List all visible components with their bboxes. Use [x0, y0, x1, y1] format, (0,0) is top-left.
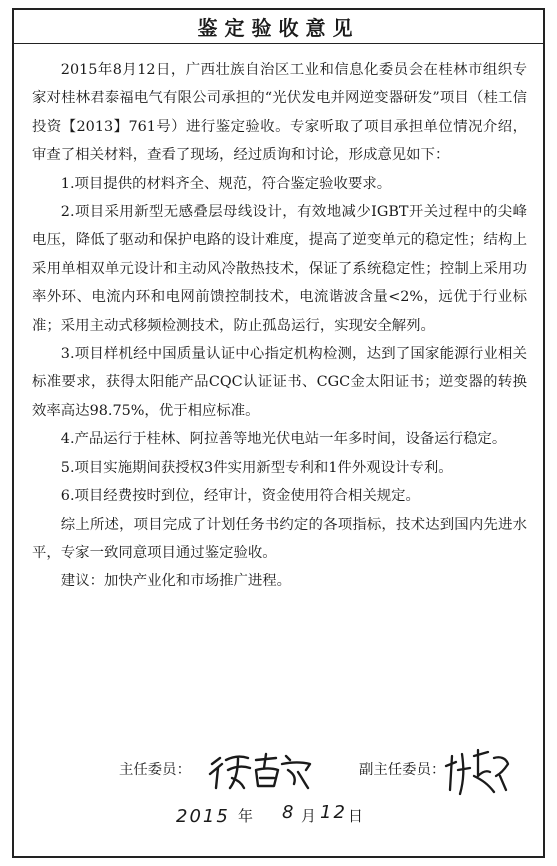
- signature-area: [14, 750, 543, 850]
- vice-chair-label: 副主任委员：: [359, 762, 446, 778]
- opinion-item-5: 5.项目实施期间获授权3件实用新型专利和1件外观设计专利。: [60, 459, 453, 476]
- document-body: [14, 44, 543, 596]
- date-year: 2015: [176, 806, 230, 827]
- title-row: [14, 10, 543, 44]
- opinion-item-1: 1.项目提供的材料齐全、规范，符合鉴定验收要求。: [60, 175, 392, 192]
- signature-date: [14, 800, 543, 840]
- intro-paragraph: 2015年8月12日，广西壮族自治区工业和信息化委员会在桂林市组织专家对桂林君泰福电气有限公司承担的“光伏发电并网逆变器研发”项目（桂工信投资【2013】761号）进行鉴定验收。专家听取了项目承担单位情况介绍，审查了相关材料，查看了现场，经过质询和讨论，形成意见如下：: [32, 62, 527, 164]
- date-day: 12: [320, 802, 347, 823]
- opinion-item-2: 2.项目采用新型无感叠层母线设计，有效地减少IGBT开关过程中的尖峰电压，降低了驱动和保护电路的设计难度，提高了逆变单元的稳定性；结构上采用单相双单元设计和主动风冷散热技术，保证了系统稳定性；控制上采用功率外环、电流内环和电网前馈控制技术，电流谐波含量<2%，远优于行业标准；采用主动式移频检测技术，防止孤岛运行，实现安全解列。: [32, 204, 527, 334]
- chair-label: 主任委员：: [119, 762, 191, 778]
- date-month-char: 月: [301, 807, 317, 825]
- date-year-char: 年: [238, 807, 254, 825]
- conclusion-paragraph: 综上所述，项目完成了计划任务书约定的各项指标，技术达到国内先进水平，专家一致同意项目通过鉴定验收。: [32, 516, 527, 561]
- date-day-char: 日: [348, 807, 364, 825]
- suggestion-paragraph: 建议：加快产业化和市场推广进程。: [60, 573, 292, 590]
- date-month: 8: [282, 802, 296, 823]
- chair-handwritten-signature: [204, 750, 319, 792]
- opinion-item-3: 3.项目样机经中国质量认证中心指定机构检测，达到了国家能源行业相关标准要求，获得太阳能产品CQC认证证书、CGC金太阳证书；逆变器的转换效率高达98.75%，优于相应标准。: [32, 346, 527, 419]
- opinion-item-6: 6.项目经费按时到位，经审计，资金使用符合相关规定。: [60, 488, 420, 505]
- document-title: 鉴定验收意见: [197, 16, 360, 40]
- appraisal-document: [12, 8, 545, 858]
- opinion-item-4: 4.产品运行于桂林、阿拉善等地光伏电站一年多时间，设备运行稳定。: [60, 431, 507, 448]
- vice-chair-handwritten-signature: [444, 746, 514, 798]
